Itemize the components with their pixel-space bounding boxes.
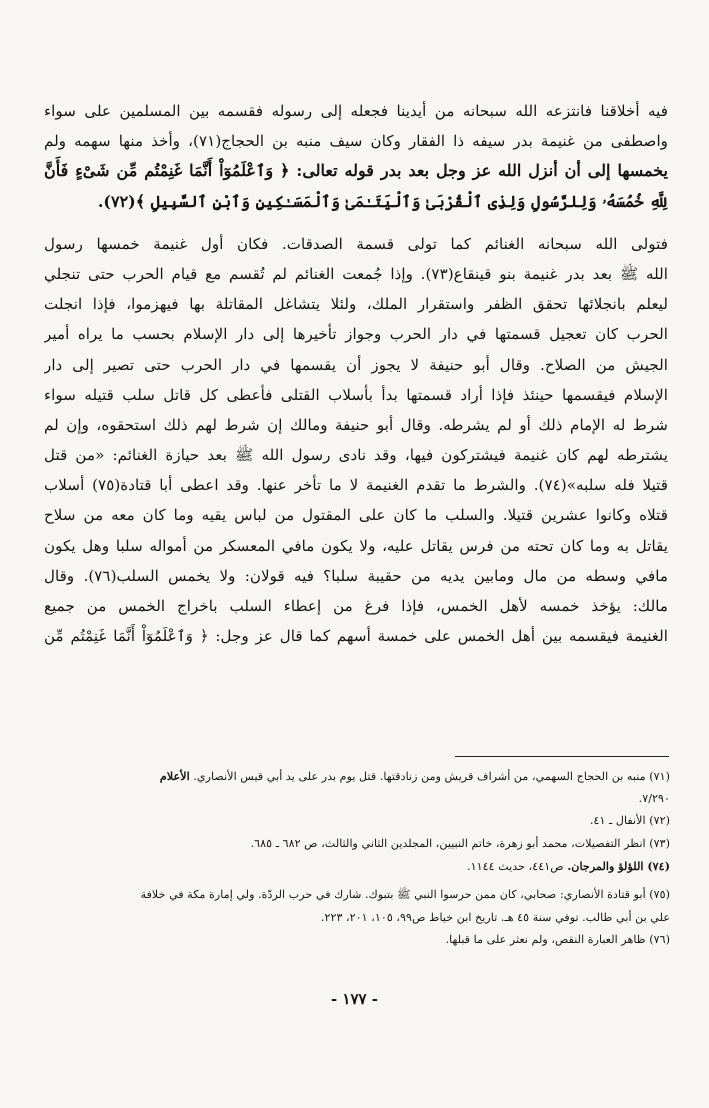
quran-verse-line: يخمسها إلى أن أنزل الله عز وجل بعد بدر قوله تعالى: ﴿ وَٱعْلَمُوٓاْ أَنَّمَا غَنِمْتُم مِّن شَىْءٍ فَأَنَّ [44, 161, 668, 181]
main-text [44, 96, 668, 651]
footnote-73: (٧٣) انظر التفصيلات، محمد أبو زهرة، خاتم النبيين، المجلدين الثاني والثالث، ص ٦٨٢ ـ ٦٨٥. [250, 836, 670, 850]
footnote-72: (٧٢) الأنفال ـ ٤١. [589, 814, 670, 828]
text-line: الإسلام فيقسمها حينئذ فإذا أراد قسمتها بدأ بأسلاب القتلى فأعطى كل قاتل سلب قتيله سواء [44, 385, 668, 404]
footnotes [30, 765, 670, 952]
text-line: الله ﷺ بعد بدر غنيمة بنو قينقاع(٧٣). وإذا جُمعت الغنائم لم تُقسم مع قيام الحرب حتى تنجلي [44, 264, 668, 283]
text-line: فتولى الله سبحانه الغنائم كما تولى قسمة الصدقات. فكان أول غنيمة خمسها رسول [44, 234, 668, 253]
text-line: مالك: يؤخذ خمسه لأهل الخمس، فإذا فرغ من إعطاء السلب باخراج الخمس من جميع [44, 597, 668, 615]
footnote-74 [30, 855, 670, 878]
footnote-71-ref: ٧/٢٩٠. [638, 791, 670, 805]
text-line: قتيلا فله سلبه»(٧٤). والشرط ما تقدم الغنيمة لا ما تأخر عنها. وقد اعطى أبا قتادة(٧٥) أسلاب [44, 476, 668, 495]
text-line: مافي وسطه من مال ومابين يديه من حقيبة سلبا؟ فيه قولان: ولا يخمس السلب(٧٦). وقال [44, 566, 668, 585]
footnote-75: (٧٥) أبو قتادة الأنصاري: صحابي، كان ممن حرسوا النبي ﷺ بتبوك. شارك في حرب الردّة. ولي إمارة مكة في خلافة [140, 887, 670, 901]
text-line: قتلاه وكانوا عشرين قتيلا. والسلب ما كان على المقتول من لباس يقيه وما كان معه من سلاح [44, 506, 668, 525]
text-line: يشترطه لهم كان غنيمة فيشتركون فيها، وقد نادى رسول الله ﷺ بعد حيازة الغنائم: «من قتل [44, 446, 668, 465]
footnote-divider [455, 756, 669, 757]
quran-verse-line: لِلَّهِ خُمُسَهُۥ وَلِلرَّسُولِ وَلِذِى ٱلْقُرْبَىٰ وَٱلْيَتَـٰمَىٰ وَٱلْمَسَـٰكِينِ وَٱبْنِ ٱلسَّبِيلِ ﴾(٧٢). [97, 191, 668, 211]
text-line: واصطفى من غنيمة بدر سيفه ذا الفقار وكان سيف منبه بن الحجاج(٧١)، وأخذ منها سهمه ولم [44, 132, 668, 151]
text-line: الحرب كان تعجيل قسمتها في دار الحرب وجواز تأخيرها إلى دار الإسلام بحسب ما يراه أمير [44, 325, 668, 344]
footnote-74-source: (٧٤) اللؤلؤ والمرجان. [567, 859, 670, 874]
text-line: شرط له الإمام ذلك أو لم يشرطه. وقال أبو حنيفة ومالك إن شرط لهم ذلك استحقوه، وإن لم [44, 415, 668, 434]
footnote-74-text: ص٤٤١، حديث ١١٤٤. [467, 860, 564, 874]
text-line: ليعلم بانجلائها تحقق الظفر واستقرار الملك، ولئلا يتشاغل المقاتلة بها فيهزموا، فإذا انجلت [44, 295, 668, 314]
page-number: - ١٧٧ - [330, 990, 379, 1008]
footnote-71 [30, 765, 670, 788]
text-line: الجيش من الصلاح. وقال أبو حنيفة لا يجوز أن يقسمها في دار الحرب حتى تصير إلى دار [44, 355, 668, 374]
footnote-76: (٧٦) ظاهر العبارة النقص، ولم نعثر على ما قبلها. [445, 933, 670, 947]
text-line: يقاتل به وما كان تحته من فرس يقاتل عليه، ولا يكون مافي المعسكر من أمواله سلبا وهل يكون [44, 536, 668, 555]
footnote-75-cont: علي بن أبي طالب. توفي سنة ٤٥ هـ. تاريخ ابن خياط ص٩٩، ١٠٥، ٢٠١، ٢٢٣. [320, 910, 670, 924]
footnote-71-source: الأعلام [159, 769, 190, 783]
text-line: فيه أخلاقنا فانتزعه الله سبحانه من أيدينا فجعله إلى رسوله فقسمه بين المسلمين على سواء [44, 102, 668, 120]
footnote-71-text: (٧١) منبه بن الحجاج السهمي، من أشراف قريش ومن زنادقتها. قتل يوم بدر على يد أبي قيس الأنصاري. [193, 770, 670, 783]
text-line: الغنيمة فيقسمه بين أهل الخمس على خمسة أسهم كما قال عز وجل: ﴿ وَٱعْلَمُوٓاْ أَنَّمَا غَنِمْتُم مِّن [44, 627, 668, 646]
